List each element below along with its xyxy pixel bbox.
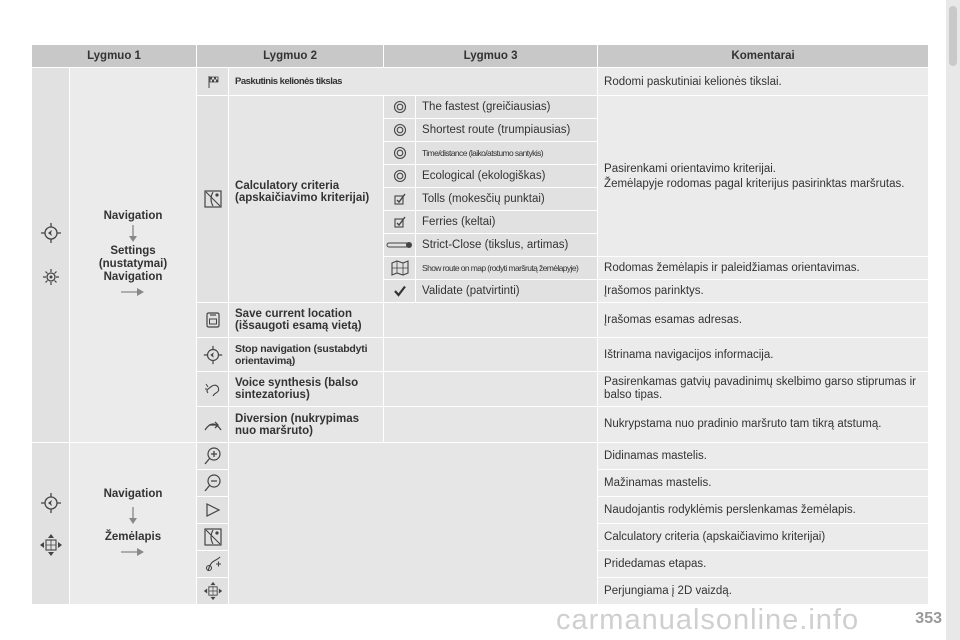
diversion-comment: Nukrypstama nuo pradinio maršruto tam tikrą atstumą. — [598, 407, 929, 443]
voice-icon — [197, 372, 229, 407]
option-label[interactable]: Strict-Close (tikslus, artimas) — [416, 234, 598, 257]
radio-icon[interactable] — [384, 142, 416, 165]
route-criteria-icon — [197, 96, 229, 303]
level1-icons-2 — [32, 443, 70, 605]
route-criteria-icon — [197, 524, 229, 551]
2d-view-icon — [197, 578, 229, 605]
arrow-right-icon — [121, 546, 145, 558]
level1-path-2 — [70, 443, 197, 605]
stop-navigation-comment: Ištrinama navigacijos informacija. — [598, 338, 929, 372]
stop-navigation-icon — [197, 338, 229, 372]
zoom-out-icon — [197, 470, 229, 497]
voice-synthesis-comment: Pasirenkamas gatvių pavadinimų skelbimo garso stiprumas ir balso tipas. — [598, 372, 929, 407]
radio-icon[interactable] — [384, 119, 416, 142]
level1-icons — [32, 68, 70, 443]
validate-comment: Įrašomos parinktys. — [598, 280, 929, 303]
arrow-pan-comment: Naudojantis rodyklėmis perslenkamas žemėlapis. — [598, 497, 929, 524]
zoom-in-comment: Didinamas mastelis. — [598, 443, 929, 470]
stop-navigation-label: Stop navigation (sustabdyti orientavimą) — [229, 338, 384, 372]
diversion-label: Diversion (nukrypimas nuo maršruto) — [229, 407, 384, 443]
last-destination-label: Paskutinis kelionės tikslas — [229, 68, 598, 96]
scrollbar[interactable] — [946, 0, 960, 640]
map-label: Žemėlapis — [104, 530, 162, 543]
check-icon[interactable] — [384, 280, 416, 303]
zoom-out-comment: Mažinamas mastelis. — [598, 470, 929, 497]
nav-label: Navigation — [103, 210, 163, 222]
table-row — [32, 443, 929, 470]
show-map-label[interactable]: Show route on map (rodyti maršrutą žemėlapyje) — [416, 257, 598, 280]
option-label[interactable]: Shortest route (trumpiausias) — [416, 119, 598, 142]
diversion-icon — [197, 407, 229, 443]
nav-label-2: Navigation — [103, 271, 163, 283]
nav-label-3: Navigation — [103, 487, 163, 500]
flag-icon — [197, 68, 229, 96]
arrow-pan-icon — [197, 497, 229, 524]
calc-comment-line2: Žemėlapyje rodomas pagal kriterijus pasirinktas maršrutas. — [604, 177, 905, 190]
settings-sublabel: (nustatymai) — [98, 258, 168, 270]
save-location-label: Save current location (išsaugoti esamą vietą) — [229, 303, 384, 338]
settings-label: Settings — [110, 245, 156, 257]
add-waypoint-icon — [197, 551, 229, 578]
2d-view-comment: Perjungiama į 2D vaizdą. — [598, 578, 929, 605]
navigation-icon — [39, 491, 63, 515]
header-level1: Lygmuo 1 — [32, 45, 197, 68]
navigation-icon — [39, 221, 63, 245]
arrow-right-icon — [121, 286, 145, 298]
validate-label[interactable]: Validate (patvirtinti) — [416, 280, 598, 303]
option-label[interactable]: Time/distance (laiko/atstumo santykis) — [416, 142, 598, 165]
calc-comment — [598, 96, 929, 257]
option-label[interactable]: The fastest (greičiausias) — [416, 96, 598, 119]
watermark: carmanualsonline.info — [556, 604, 860, 636]
option-label[interactable]: Tolls (mokesčių punktai) — [416, 188, 598, 211]
table-row — [32, 68, 929, 96]
scrollbar-thumb[interactable] — [949, 6, 957, 66]
map-icon[interactable] — [384, 257, 416, 280]
add-waypoint-comment: Pridedamas etapas. — [598, 551, 929, 578]
empty-cell — [384, 303, 598, 338]
header-level3: Lygmuo 3 — [384, 45, 598, 68]
level1-path — [70, 68, 197, 443]
option-label[interactable]: Ecological (ekologiškas) — [416, 165, 598, 188]
checkbox-icon[interactable] — [384, 211, 416, 234]
menu-table — [31, 44, 929, 605]
option-label[interactable]: Ferries (keltai) — [416, 211, 598, 234]
page-number: 353 — [915, 610, 942, 627]
route-criteria-comment: Calculatory criteria (apskaičiavimo kriterijai) — [598, 524, 929, 551]
save-location-comment: Įrašomas esamas adresas. — [598, 303, 929, 338]
header-level2: Lygmuo 2 — [197, 45, 384, 68]
calc-comment-line1: Pasirenkami orientavimo kriterijai. — [604, 162, 776, 175]
header-row — [32, 45, 929, 68]
checkbox-icon[interactable] — [384, 188, 416, 211]
empty-cell — [384, 372, 598, 407]
voice-synthesis-label: Voice synthesis (balso sintezatorius) — [229, 372, 384, 407]
radio-icon[interactable] — [384, 165, 416, 188]
calc-criteria-label: Calculatory criteria (apskaičiavimo kriterijai) — [229, 96, 384, 303]
empty-cell — [229, 443, 598, 605]
slider-icon[interactable] — [384, 234, 416, 257]
show-map-comment: Rodomas žemėlapis ir paleidžiamas orientavimas. — [598, 257, 929, 280]
last-destination-comment: Rodomi paskutiniai kelionės tikslai. — [598, 68, 929, 96]
header-comments: Komentarai — [598, 45, 929, 68]
save-icon — [197, 303, 229, 338]
empty-cell — [384, 338, 598, 372]
radio-icon[interactable] — [384, 96, 416, 119]
arrow-down-icon — [128, 225, 138, 243]
empty-cell — [384, 407, 598, 443]
map-move-icon — [39, 533, 63, 557]
zoom-in-icon — [197, 443, 229, 470]
arrow-down-icon — [128, 507, 138, 525]
settings-icon — [39, 265, 63, 289]
